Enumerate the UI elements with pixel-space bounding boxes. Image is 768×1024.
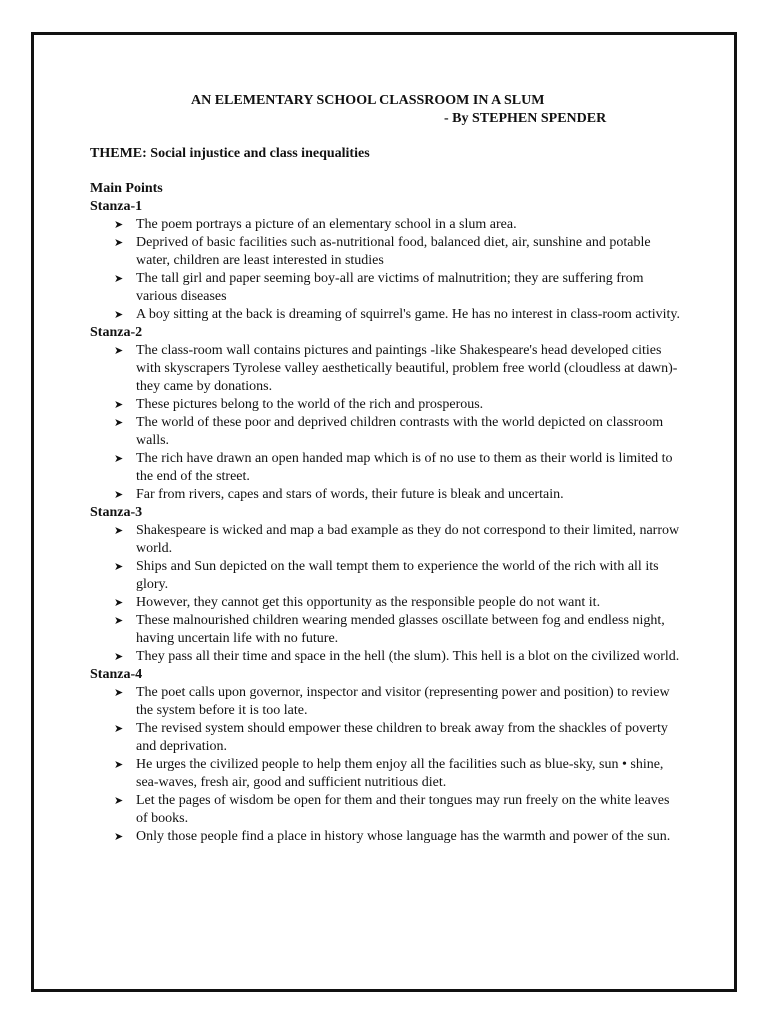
list-item (90, 396, 690, 414)
arrowhead-bullet-icon: ➤ (114, 759, 124, 771)
arrowhead-bullet-icon: ➤ (114, 687, 124, 699)
list-item (90, 450, 690, 486)
document-body (90, 92, 690, 846)
list-item (90, 828, 690, 846)
stanza-heading: Stanza-2 (90, 325, 143, 340)
arrowhead-bullet-icon: ➤ (114, 489, 124, 501)
list-item (90, 234, 690, 270)
arrowhead-bullet-icon: ➤ (114, 273, 124, 285)
point-text: A boy sitting at the back is dreaming of squirrel's game. He has no interest in class-room activity. (136, 307, 680, 322)
point-text: Far from rivers, capes and stars of words, their future is bleak and uncertain. (136, 487, 564, 502)
arrowhead-bullet-icon: ➤ (114, 597, 124, 609)
list-item (90, 270, 690, 306)
stanza-heading: Stanza-1 (90, 199, 143, 214)
point-text: Only those people find a place in history whose language has the warmth and power of the sun. (136, 829, 671, 844)
arrowhead-bullet-icon: ➤ (114, 651, 124, 663)
document-title: AN ELEMENTARY SCHOOL CLASSROOM IN A SLUM (191, 93, 545, 108)
stanza-points-list (90, 342, 690, 504)
arrowhead-bullet-icon: ➤ (114, 345, 124, 357)
point-text: The class-room wall contains pictures and paintings -like Shakespeare's head developed cities with skyscrapers Tyrolese valley aesthetically beautiful, problem free world (cloudless at dawn)-they came by donations. (136, 343, 678, 394)
arrowhead-bullet-icon: ➤ (114, 795, 124, 807)
main-points-heading: Main Points (90, 181, 163, 196)
arrowhead-bullet-icon: ➤ (114, 309, 124, 321)
point-text: He urges the civilized people to help them enjoy all the facilities such as blue-sky, sun • shine, sea-waves, fresh air, good and sufficient nutritious diet. (136, 757, 664, 790)
arrowhead-bullet-icon: ➤ (114, 723, 124, 735)
list-item (90, 486, 690, 504)
point-text: They pass all their time and space in the hell (the slum). This hell is a blot on the civilized world. (136, 649, 680, 664)
point-text: These pictures belong to the world of the rich and prosperous. (136, 397, 484, 412)
arrowhead-bullet-icon: ➤ (114, 399, 124, 411)
list-item (90, 720, 690, 756)
stanza-points-list (90, 684, 690, 846)
point-text: The poet calls upon governor, inspector and visitor (representing power and position) to review the system before it is too late. (136, 685, 670, 718)
list-item (90, 594, 690, 612)
arrowhead-bullet-icon: ➤ (114, 561, 124, 573)
theme-heading: THEME: Social injustice and class inequalities (90, 146, 370, 161)
list-item (90, 792, 690, 828)
list-item (90, 306, 690, 324)
arrowhead-bullet-icon: ➤ (114, 831, 124, 843)
list-item (90, 342, 690, 396)
list-item (90, 558, 690, 594)
stanza-heading: Stanza-3 (90, 505, 143, 520)
point-text: The rich have drawn an open handed map which is of no use to them as their world is limited to the end of the street. (136, 451, 673, 484)
list-item (90, 612, 690, 648)
point-text: The poem portrays a picture of an elementary school in a slum area. (136, 217, 517, 232)
stanza-list (90, 198, 690, 846)
point-text: Deprived of basic facilities such as-nutritional food, balanced diet, air, sunshine and potable water, children are least interested in studies (136, 235, 651, 268)
document-author: - By STEPHEN SPENDER (444, 111, 607, 126)
arrowhead-bullet-icon: ➤ (114, 237, 124, 249)
point-text: Shakespeare is wicked and map a bad example as they do not correspond to their limited, narrow world. (136, 523, 680, 556)
point-text: These malnourished children wearing mended glasses oscillate between fog and endless night, having uncertain life with no future. (136, 613, 665, 646)
stanza-heading: Stanza-4 (90, 667, 143, 682)
arrowhead-bullet-icon: ➤ (114, 615, 124, 627)
list-item (90, 648, 690, 666)
point-text: Let the pages of wisdom be open for them and their tongues may run freely on the white leaves of books. (136, 793, 670, 826)
point-text: However, they cannot get this opportunity as the responsible people do not want it. (136, 595, 601, 610)
list-item (90, 684, 690, 720)
stanza-points-list (90, 216, 690, 324)
list-item (90, 756, 690, 792)
point-text: The revised system should empower these children to break away from the shackles of poverty and deprivation. (136, 721, 668, 754)
list-item (90, 414, 690, 450)
stanza-points-list (90, 522, 690, 666)
arrowhead-bullet-icon: ➤ (114, 525, 124, 537)
arrowhead-bullet-icon: ➤ (114, 453, 124, 465)
list-item (90, 216, 690, 234)
point-text: The tall girl and paper seeming boy-all are victims of malnutrition; they are suffering from various diseases (136, 271, 644, 304)
list-item (90, 522, 690, 558)
point-text: Ships and Sun depicted on the wall tempt them to experience the world of the rich with all its glory. (136, 559, 659, 592)
arrowhead-bullet-icon: ➤ (114, 219, 124, 231)
point-text: The world of these poor and deprived children contrasts with the world depicted on classroom walls. (136, 415, 664, 448)
arrowhead-bullet-icon: ➤ (114, 417, 124, 429)
